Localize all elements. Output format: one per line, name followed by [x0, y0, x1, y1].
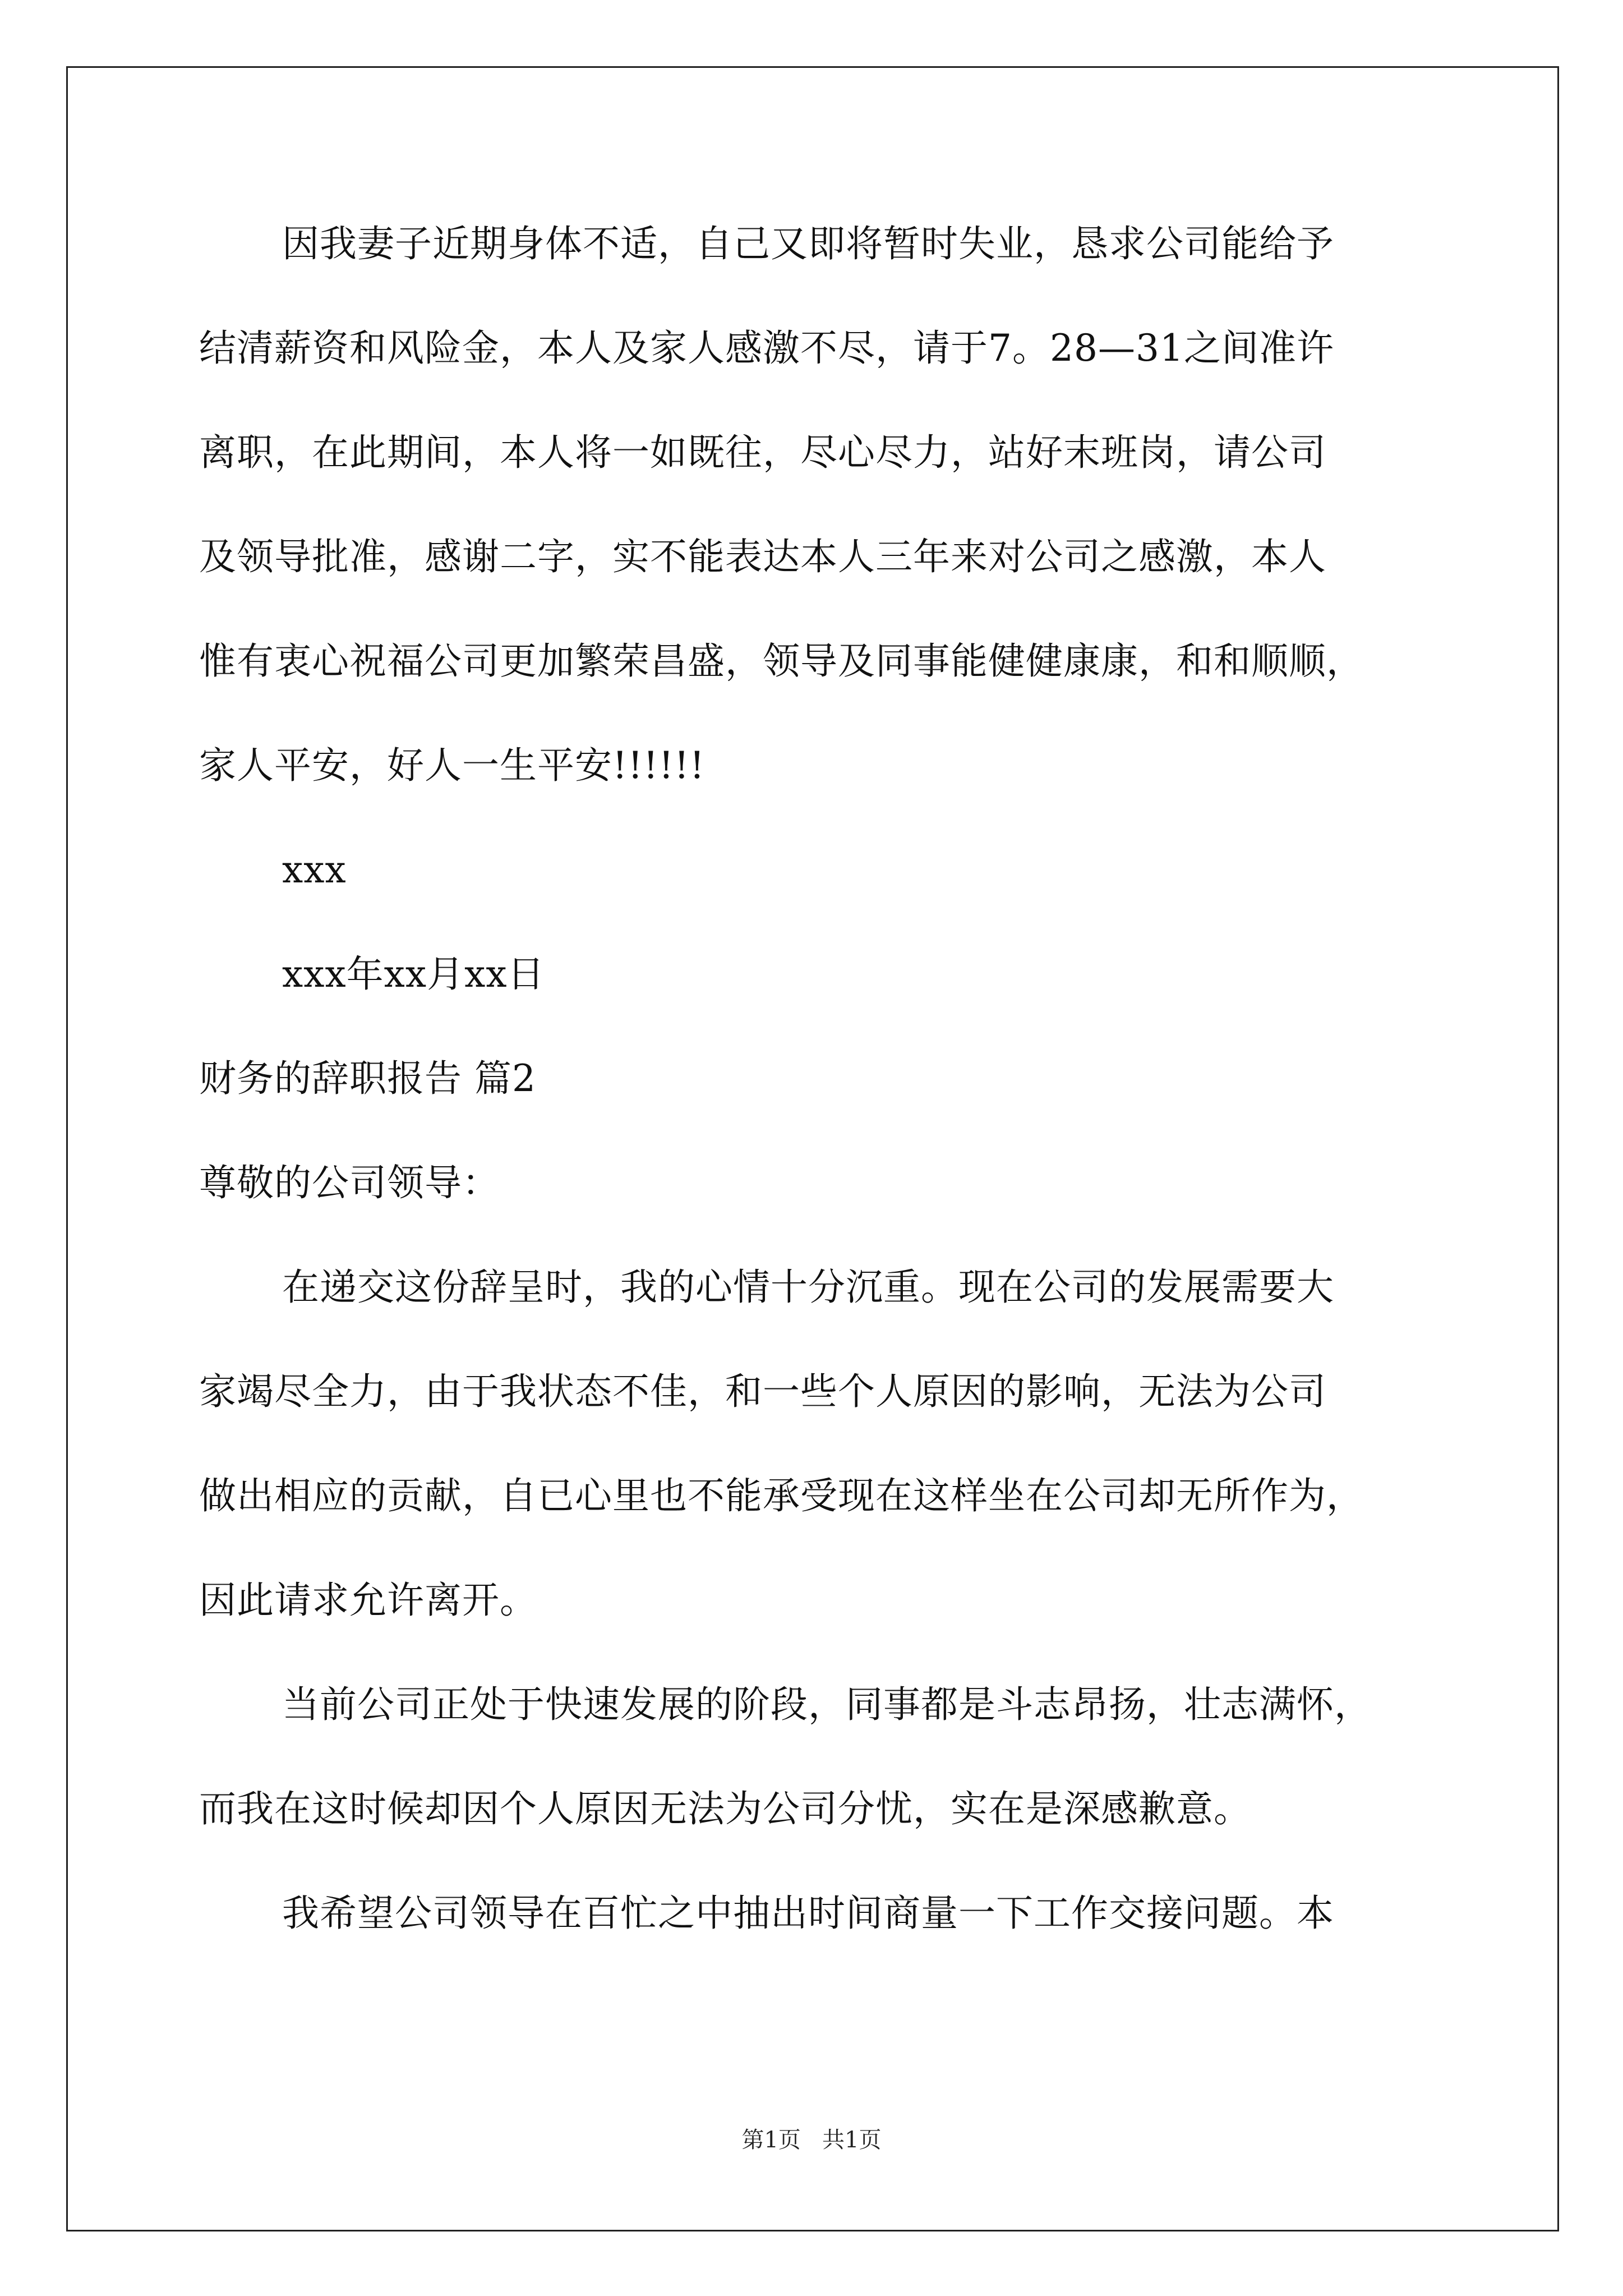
salutation: 尊敬的公司领导： — [199, 1161, 500, 1204]
text-line-15: 当前公司正处于快速发展的阶段，同事都是斗志昂扬，壮志满怀， — [282, 1683, 1372, 1726]
text-line-3: 离职，在此期间，本人将一如既往，尽心尽力，站好末班岗，请公司 — [199, 431, 1326, 474]
page-footer: 第1页 共1页 — [741, 2127, 882, 2153]
section-heading: 财务的辞职报告 篇2 — [199, 1057, 536, 1100]
text-line-11: 在递交这份辞呈时，我的心情十分沉重。现在公司的发展需要大 — [282, 1266, 1334, 1309]
signature-name: xxx — [282, 848, 347, 891]
signature-date: xxx年xx月xx日 — [282, 953, 545, 996]
text-line-17: 我希望公司领导在百忙之中抽出时间商量一下工作交接问题。本 — [282, 1892, 1334, 1935]
text-line-1: 因我妻子近期身体不适，自己又即将暂时失业，恳求公司能给予 — [282, 222, 1334, 265]
text-line-14: 因此请求允许离开。 — [199, 1579, 537, 1622]
text-line-13: 做出相应的贡献，自已心里也不能承受现在这样坐在公司却无所作为， — [199, 1474, 1364, 1517]
text-line-2: 结清薪资和风险金，本人及家人感激不尽，请于7。28—31之间准许 — [199, 326, 1334, 370]
text-line-12: 家竭尽全力，由于我状态不佳，和一些个人原因的影响，无法为公司 — [199, 1370, 1326, 1413]
text-line-5: 惟有衷心祝福公司更加繁荣昌盛，领导及同事能健健康康，和和顺顺， — [199, 639, 1364, 683]
text-line-16: 而我在这时候却因个人原因无法为公司分忧，实在是深感歉意。 — [199, 1787, 1251, 1830]
text-line-4: 及领导批准，感谢二字，实不能表达本人三年来对公司之感激，本人 — [199, 535, 1326, 578]
text-line-6: 家人平安，好人一生平安!!!!!! — [199, 744, 706, 787]
